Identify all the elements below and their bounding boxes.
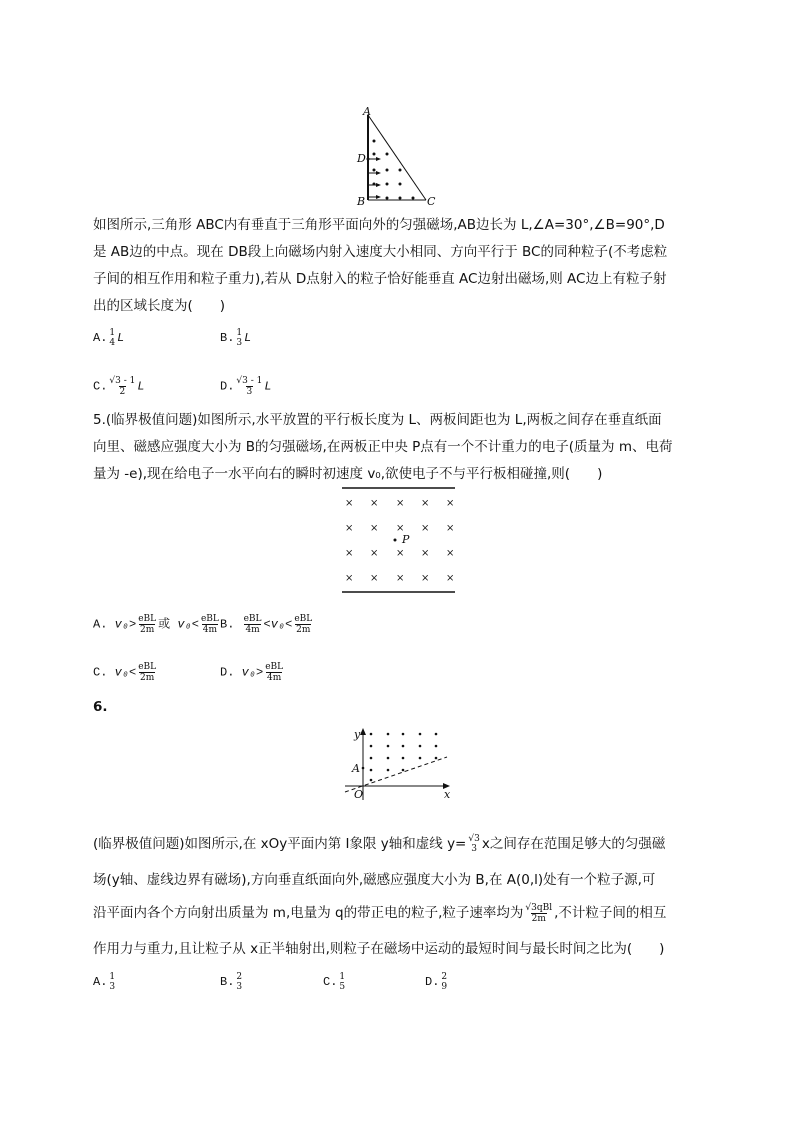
field-dot: [419, 745, 422, 748]
q6-option-d[interactable]: D. 2 9: [425, 972, 448, 992]
field-dot: [399, 169, 402, 172]
field-dot: [412, 197, 415, 200]
field-dot: [399, 183, 402, 186]
field-cross: ×: [345, 573, 354, 584]
arrow-head-icon: [376, 171, 381, 175]
coordinate-figure: [345, 728, 451, 801]
q4-option-c[interactable]: C. $\frac{√3 - 1}{2}$ L: [93, 376, 145, 397]
field-dot: [386, 197, 389, 200]
field-cross: ×: [421, 498, 430, 509]
field-cross: ×: [396, 498, 405, 509]
field-dot: [387, 757, 390, 760]
field-dot: [419, 757, 422, 760]
svg-text:D: D: [357, 152, 366, 165]
svg-text:A: A: [363, 105, 371, 118]
field-cross: ×: [370, 498, 379, 509]
q6-text-line: (临界极值问题)如图所示,在 xOy平面内第 I象限 y轴和虚线 y= √3 3 x之间存在范围足够大的匀强磁: [93, 834, 666, 854]
field-dot: [373, 153, 376, 156]
field-dot: [435, 745, 438, 748]
field-dot: [370, 745, 373, 748]
field-dot: [370, 769, 373, 772]
q6-option-a[interactable]: A. 1 3: [93, 972, 116, 992]
q6-number: 6.: [93, 699, 108, 715]
q6-text-line: 场(y轴、虚线边界有磁场),方向垂直纸面向外,磁感应强度大小为 B,在 A(0,l)处有一个粒子源,可: [93, 872, 656, 888]
q4-text-line: 是 AB边的中点。现在 DB段上向磁场内射入速度大小相同、方向平行于 BC的同种粒子(不考虑粒: [93, 244, 668, 260]
q4-option-b[interactable]: B. 1 3 L: [220, 328, 252, 348]
q6-text-line: 沿平面内各个方向射出质量为 m,电量为 q的带正电的粒子,粒子速率均为 $\frac{\text{√3qBl}}{2m}$ ,不计粒子间的相互: [93, 902, 667, 924]
svg-text:P: P: [402, 533, 410, 546]
field-cross: ×: [421, 573, 430, 584]
q5-text-line: 5.(临界极值问题)如图所示,水平放置的平行板长度为 L、两板间距也为 L,两板之间存在垂直纸面: [93, 412, 662, 428]
field-cross: ×: [370, 548, 379, 559]
field-dot: [402, 733, 405, 736]
field-dot: [386, 169, 389, 172]
field-cross: ×: [396, 548, 405, 559]
field-cross: ×: [345, 548, 354, 559]
arrow-head-icon: [376, 157, 381, 161]
q4-option-d[interactable]: D. $\frac{√3 - 1}{3}$ L: [220, 376, 272, 397]
svg-text:B: B: [357, 195, 366, 208]
field-cross: ×: [370, 523, 379, 534]
field-cross: ×: [446, 523, 455, 534]
q4-text-line: 出的区域长度为( ): [93, 298, 226, 314]
field-dot: [402, 757, 405, 760]
field-dot: [386, 183, 389, 186]
field-dot: [370, 733, 373, 736]
field-dot: [387, 745, 390, 748]
field-dot: [370, 757, 373, 760]
field-dot: [370, 779, 373, 782]
field-cross: ×: [345, 523, 354, 534]
field-cross: ×: [446, 548, 455, 559]
field-dot: [402, 745, 405, 748]
field-cross: ×: [421, 523, 430, 534]
parallel-plates-figure: [342, 488, 455, 592]
q6-text-line: 作用力与重力,且让粒子从 x正半轴射出,则粒子在磁场中运动的最短时间与最长时间之比为( ): [93, 941, 665, 957]
field-dot: [386, 153, 389, 156]
field-dot: [435, 733, 438, 736]
q6-option-b[interactable]: B. 2 3: [220, 972, 243, 992]
field-cross: ×: [446, 573, 455, 584]
field-dot: [399, 197, 402, 200]
point-d: [367, 158, 370, 161]
field-dot: [387, 769, 390, 772]
arrow-head-icon: [376, 183, 381, 187]
q5-option-b[interactable]: B. $\frac{\text{eBL}}{4m}$ <v₀< $\frac{\text{eBL}}{2m}$: [220, 614, 313, 635]
field-dot: [419, 733, 422, 736]
field-cross: ×: [370, 573, 379, 584]
q6-option-c[interactable]: C. 1 5: [323, 972, 346, 992]
field-cross: ×: [396, 573, 405, 584]
field-cross: ×: [345, 498, 354, 509]
svg-text:O: O: [354, 788, 364, 801]
field-dot: [373, 169, 376, 172]
field-cross: ×: [421, 548, 430, 559]
q4-text-line: 子间的相互作用和粒子重力),若从 D点射入的粒子恰好能垂直 AC边射出磁场,则 AC边上有粒子射: [93, 271, 667, 287]
q5-option-a[interactable]: A. v₀> $\frac{\text{eBL}}{2m}$ 或 v₀< $\frac{\text{eBL}}{4m}$: [93, 614, 219, 635]
svg-text:A: A: [352, 762, 360, 775]
svg-text:y: y: [354, 728, 361, 741]
svg-text:C: C: [427, 195, 436, 208]
q4-text-line: 如图所示,三角形 ABC内有垂直于三角形平面向外的匀强磁场,AB边长为 L,∠A=30°,∠B=90°,D: [93, 217, 665, 233]
svg-text:x: x: [444, 788, 451, 801]
triangle-figure: [356, 105, 436, 208]
q5-text-line: 量为 -e),现在给电子一水平向右的瞬时初速度 v₀,欲使电子不与平行板相碰撞,则( ): [93, 466, 603, 482]
field-cross: ×: [396, 523, 405, 534]
field-dot: [387, 733, 390, 736]
q5-text-line: 向里、磁感应强度大小为 B的匀强磁场,在两板正中央 P点有一个不计重力的电子(质量为 m、电荷: [93, 439, 673, 455]
q5-option-c[interactable]: C. v₀< $\frac{\text{eBL}}{2m}$: [93, 662, 157, 683]
field-dot: [373, 140, 376, 143]
q4-option-a[interactable]: A. 1 4 L: [93, 328, 125, 348]
q5-option-d[interactable]: D. v₀> $\frac{\text{eBL}}{4m}$: [220, 662, 284, 683]
arrow-head-icon: [376, 195, 381, 199]
point-a: [362, 767, 365, 770]
field-dot: [435, 757, 438, 760]
field-cross: ×: [446, 498, 455, 509]
field-dot: [402, 769, 405, 772]
